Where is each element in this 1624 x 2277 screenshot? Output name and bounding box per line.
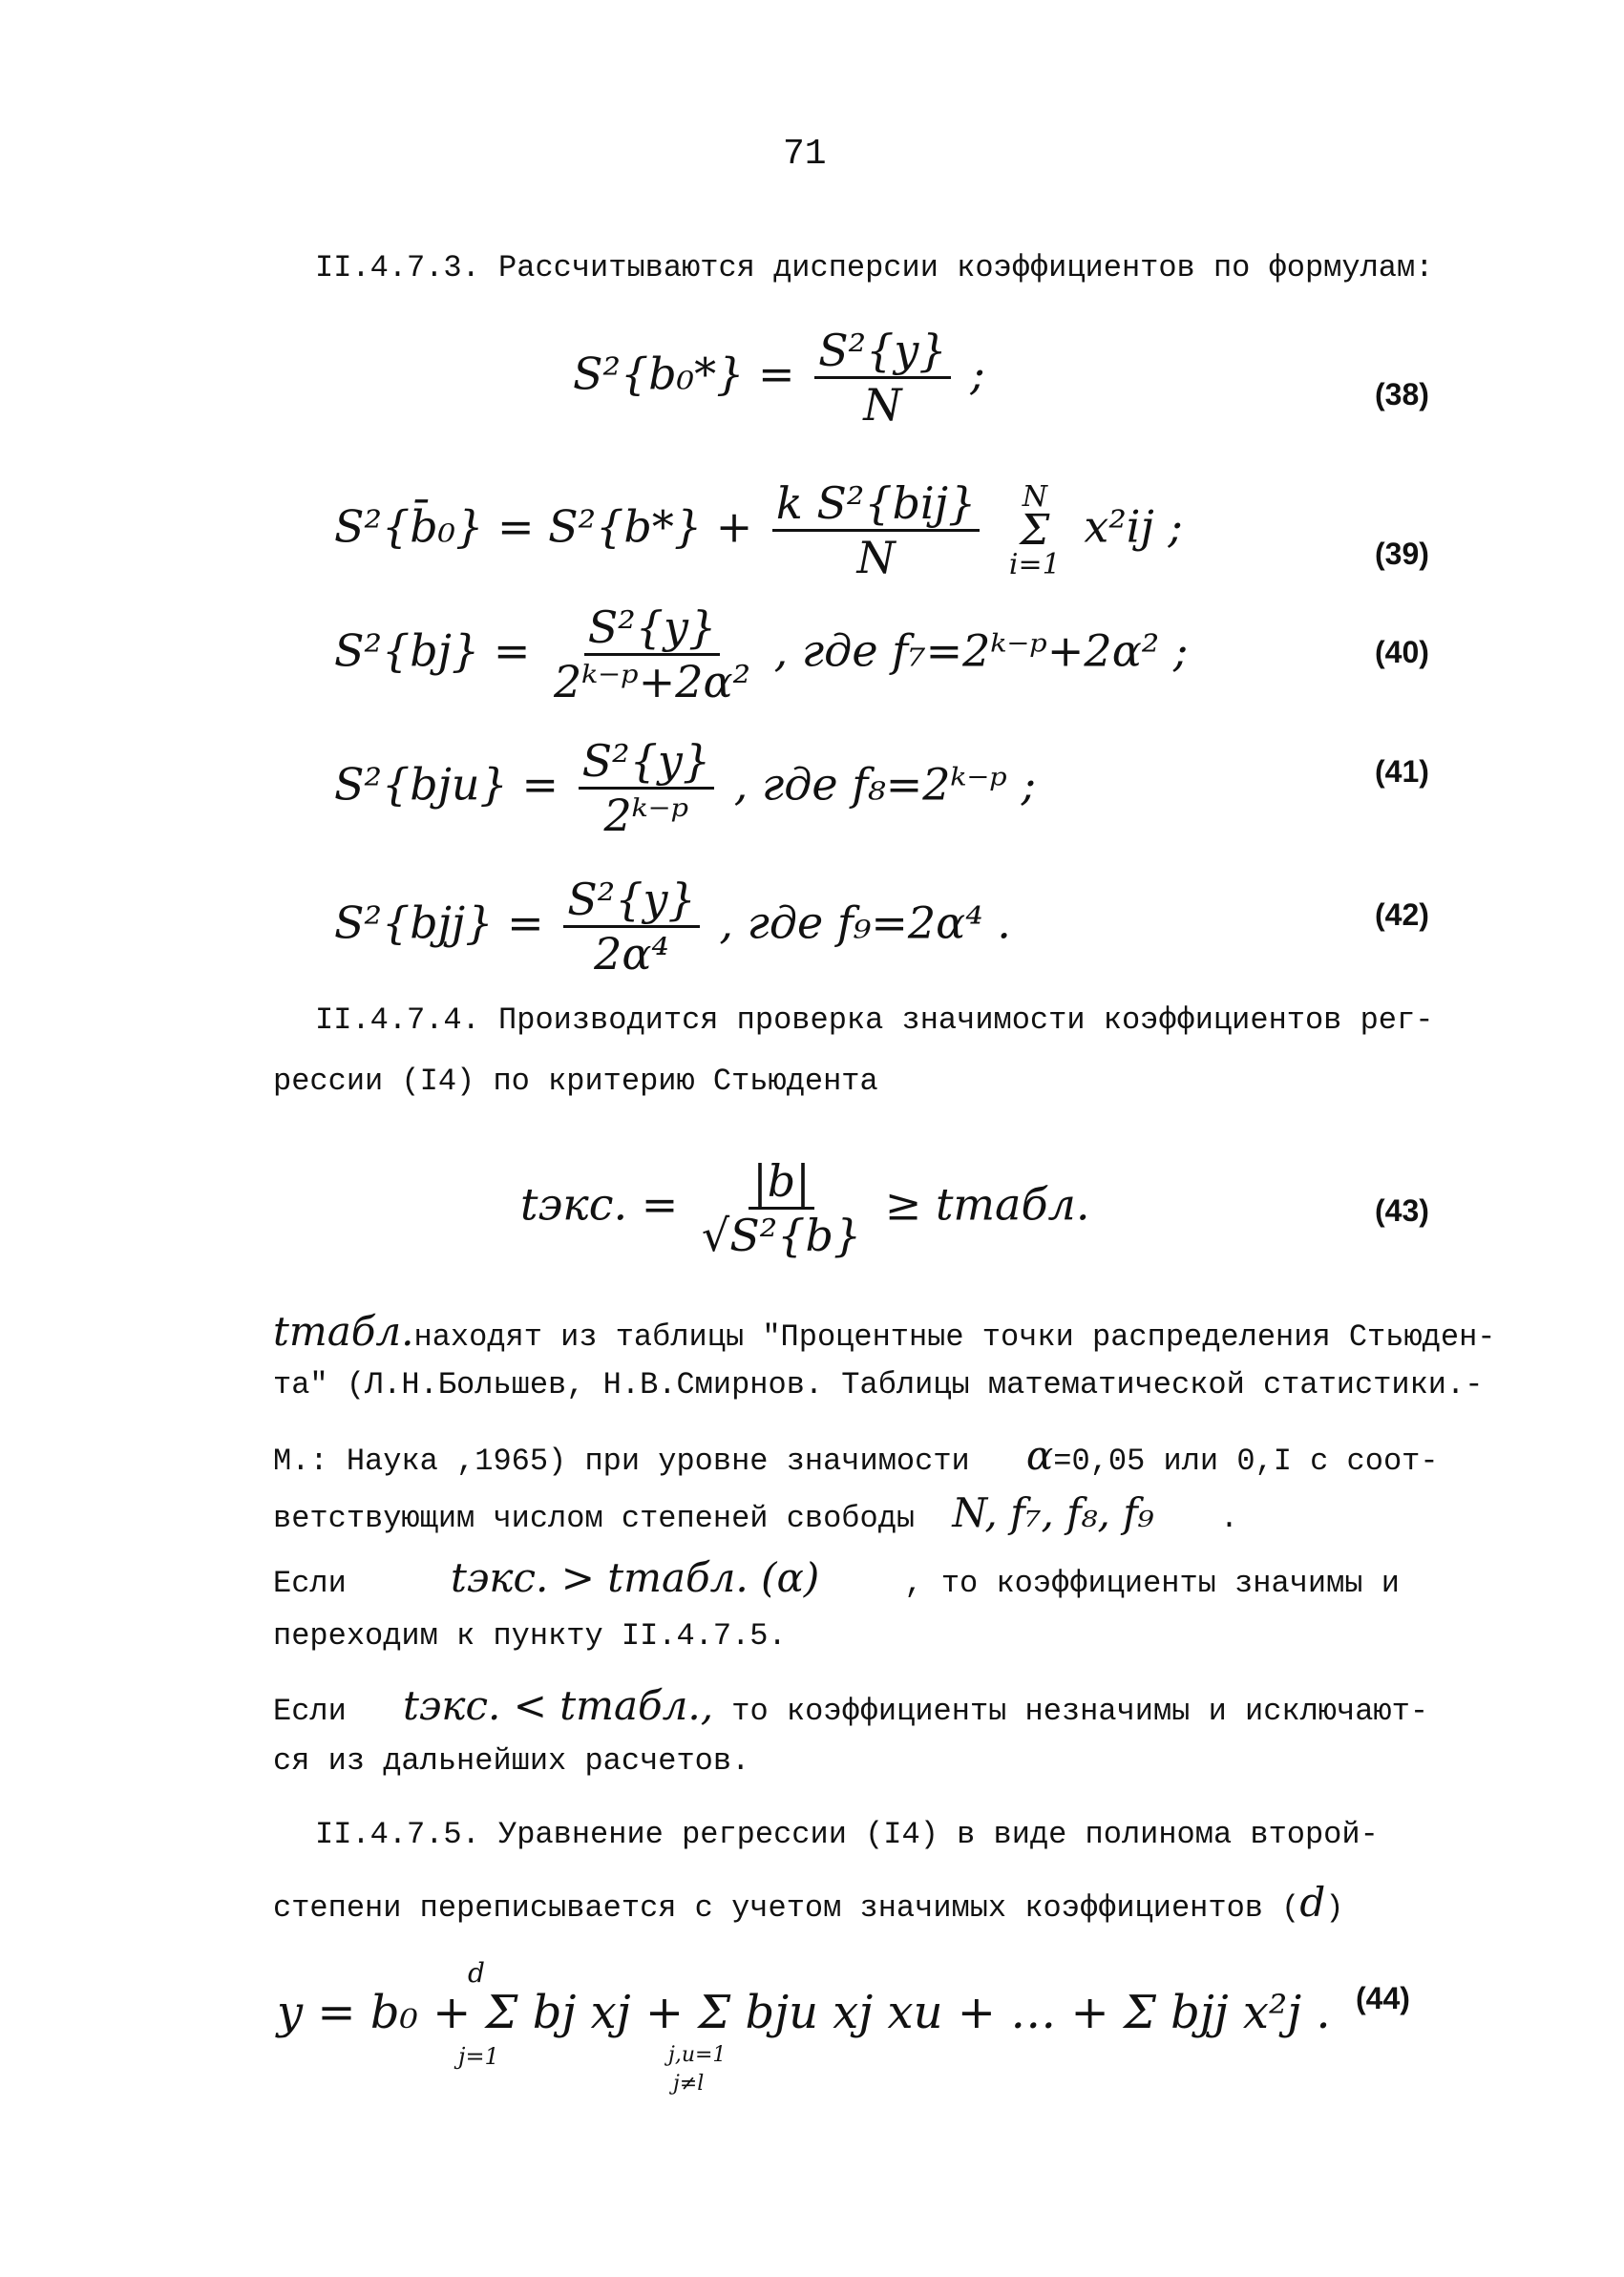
eq39-tail: x²ij ; (1084, 500, 1183, 553)
section-11-4-7-5-line1: II.4.7.5. Уравнение регрессии (I4) в виде полинома второй- (315, 1817, 1379, 1852)
eq43-tail: ≥ tтабл. (884, 1178, 1090, 1231)
eq44-sum1-top: d (468, 1957, 485, 1989)
eq42-fraction (563, 874, 699, 980)
if2-b: то коэффициенты незначимы и исключают- (731, 1694, 1429, 1729)
eq39-sum-top: N (1022, 479, 1047, 514)
if1-condition: tэкс. > tтабл. (α) (451, 1554, 820, 1601)
eq42-lhs: S²{bjj} = (334, 896, 544, 949)
equation-43 (520, 1155, 1089, 1261)
if-significant-line1 (273, 1554, 1478, 1601)
t-table-line1 (273, 1308, 1496, 1355)
eq41-denominator: 2ᵏ⁻ᵖ (603, 790, 689, 841)
equation-number-42: (42) (1375, 897, 1429, 932)
if1-b: , то коэффициенты значимы и (904, 1566, 1400, 1601)
eq44-sum2-bottom-b: j≠l (673, 2072, 705, 2096)
eq39-numerator: k S²{bij} (772, 477, 980, 532)
equation-39 (334, 477, 1183, 583)
t-line3-b: =0,05 или 0,I с соот- (1053, 1444, 1439, 1479)
equation-38: S²{b₀*} = $\frac{\text{S²\{y\}}}{N}$ ; (573, 325, 985, 431)
eq42-tail: , где f₉=2α⁴ . (719, 896, 1011, 949)
eq42-numerator: S²{y} (563, 874, 699, 928)
alpha-symbol: α (1025, 1432, 1054, 1479)
if-insignificant-line2: ся из дальнейших расчетов. (273, 1743, 750, 1779)
equation-number-40: (40) (1375, 635, 1429, 669)
if2-condition: tэкс. < tтабл., (403, 1682, 714, 1729)
s5-line2-b: ) (1325, 1890, 1344, 1926)
eq41-lhs: S²{bju} = (334, 758, 559, 811)
t-table-line2: та" (Л.Н.Большев, Н.В.Смирнов. Таблицы математической статистики.- (273, 1367, 1484, 1402)
if2-a: Если (273, 1694, 347, 1729)
eq44-sum1-bottom: j=1 (458, 2043, 499, 2070)
eq41-numerator: S²{y} (579, 735, 714, 790)
t-line3-a: М.: Наука ,1965) при уровне значимости (273, 1444, 970, 1479)
eq41-tail: , где f₈=2ᵏ⁻ᵖ ; (733, 758, 1037, 811)
t-table-symbol: tтабл. (273, 1308, 414, 1355)
section-heading-11-4-7-3: II.4.7.3. Рассчитываются дисперсии коэффициентов по формулам: (315, 250, 1434, 285)
t-table-line3 (273, 1432, 1478, 1479)
if-significant-line2: переходим к пункту II.4.7.5. (273, 1618, 787, 1654)
eq40-numerator: S²{y} (584, 601, 720, 656)
eq39-sum-bottom: i=1 (1008, 547, 1061, 581)
eq40-lhs: S²{bj} = (334, 624, 531, 677)
page-number: 71 (783, 134, 827, 175)
d-symbol: d (1299, 1879, 1326, 1926)
eq38-tail: ; (970, 348, 985, 400)
section-11-4-7-4-line1: II.4.7.4. Производится проверка значимости коэффициентов рег- (315, 1002, 1434, 1038)
equation-number-41: (41) (1375, 754, 1429, 789)
eq40-tail: , где f₇=2ᵏ⁻ᵖ+2α² ; (773, 624, 1189, 677)
equation-41 (334, 735, 1036, 841)
eq38-numerator: S²{y} (814, 325, 950, 379)
t-line4-text: ветствующим числом степеней свободы (273, 1501, 916, 1536)
eq42-denominator: 2α⁴ (594, 928, 669, 980)
t-table-line1-text: находят из таблицы "Процентные точки распределения Стьюден- (413, 1319, 1496, 1355)
eq43-denominator: √S²{b} (701, 1210, 862, 1261)
eq39-sum (1005, 480, 1065, 581)
equation-number-39: (39) (1375, 537, 1429, 571)
equation-number-38: (38) (1375, 377, 1429, 411)
eq43-fraction (698, 1155, 865, 1261)
t-line4-end: . (1219, 1501, 1239, 1536)
if-insignificant-line1 (273, 1682, 1478, 1729)
degrees-of-freedom-symbols: N, f₇, f₈, f₉ (952, 1489, 1154, 1536)
section-11-4-7-4-line2: рессии (I4) по критерию Стьюдента (273, 1064, 878, 1099)
section-11-4-7-5-line2 (273, 1879, 1478, 1926)
if1-a: Если (273, 1566, 347, 1601)
eq39-denominator: N (856, 532, 896, 583)
eq44-sum2-bottom: j,u=1 (668, 2043, 727, 2067)
eq43-lhs: tэкс. = (520, 1178, 679, 1231)
eq38-denominator: N (863, 379, 902, 431)
eq39-sum-sign: Σ (1020, 505, 1050, 555)
equation-number-44: (44) (1356, 1981, 1410, 2015)
eq40-denominator: 2ᵏ⁻ᵖ+2α² (554, 656, 751, 707)
t-table-line4 (273, 1489, 1478, 1536)
s5-line2-a: степени переписывается с учетом значимых коэффициентов ( (273, 1890, 1300, 1926)
equation-44: y = b₀ + Σ bj xj + Σ bju xj xu + … + Σ bjj x²j . (277, 1986, 1331, 2039)
eq43-numerator: |b| (749, 1155, 813, 1210)
eq39-lhs: S²{b̄₀} = S²{b*} + (334, 500, 753, 553)
eq38-fraction (814, 325, 950, 431)
equation-40 (334, 601, 1188, 707)
eq41-fraction (579, 735, 714, 841)
eq40-fraction (550, 601, 754, 707)
eq39-fraction (772, 477, 980, 583)
eq38-lhs: S²{b₀*} (573, 348, 745, 400)
equation-number-43: (43) (1375, 1193, 1429, 1228)
equation-42 (334, 874, 1011, 980)
